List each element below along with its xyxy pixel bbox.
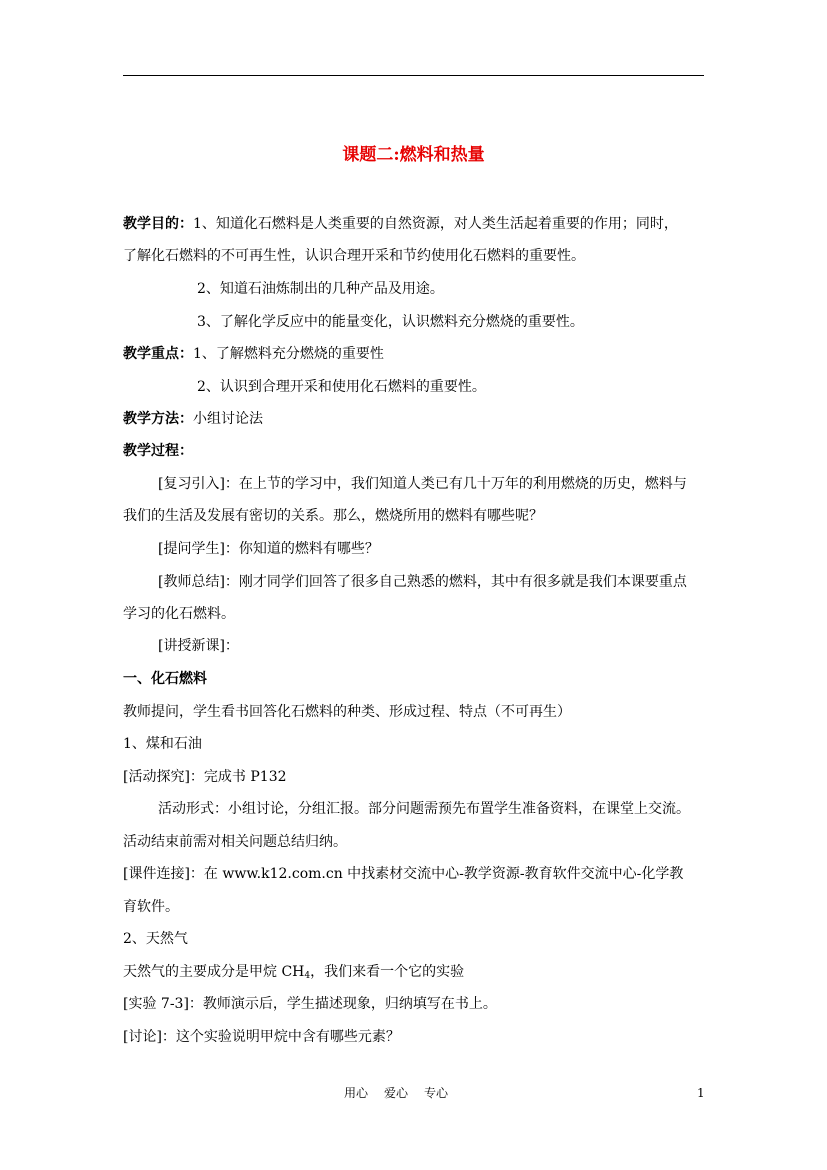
footer-motto-3: 专心 (424, 1086, 449, 1100)
activity-line: [活动探究]：完成书 P132 (123, 769, 287, 785)
objectives-line-3: 2、知道石油炼制出的几种产品及用途。 (197, 281, 444, 297)
gas-text-before: 天然气的主要成分是甲烷 CH (123, 964, 305, 980)
method-text: 小组讨论法 (193, 411, 263, 427)
ask-line: [提问学生]：你知道的燃料有哪些？ (158, 541, 379, 557)
review-line-1: [复习引入]：在上节的学习中，我们知道人类已有几十万年的利用燃烧的历史，燃料与 (158, 476, 687, 492)
objectives-label: 教学目的： (123, 216, 193, 232)
footer-motto (344, 1084, 448, 1102)
gas-text-line (123, 962, 464, 982)
method-label: 教学方法： (123, 411, 193, 427)
gas-text-after: ，我们来看一个它的实验 (310, 964, 465, 980)
page-title: 课题二:燃料和热量 (342, 145, 485, 165)
objectives-line-4: 3、了解化学反应中的能量变化，认识燃料充分燃烧的重要性。 (197, 314, 584, 330)
objectives-text-1: 1、知道化石燃料是人类重要的自然资源，对人类生活起着重要的作用；同时， (193, 216, 678, 232)
courseware-line-1: [课件连接]：在 www.k12.com.cn 中找素材交流中心-教学资源-教育软件交流中心-化学教 (123, 866, 684, 882)
section-heading: 一、化石燃料 (123, 671, 207, 687)
footer-motto-2: 爱心 (384, 1086, 409, 1100)
form-line-2: 活动结束前需对相关问题总结归纳。 (123, 834, 347, 850)
discussion-line: [讨论]：这个实验说明甲烷中含有哪些元素？ (123, 1029, 400, 1045)
objectives-line-1 (123, 214, 678, 234)
review-line-2: 我们的生活及发展有密切的关系。那么，燃烧所用的燃料有哪些呢？ (123, 508, 543, 524)
process-label: 教学过程： (123, 443, 193, 459)
summary-line-1: [教师总结]：刚才同学们回答了很多自己熟悉的燃料，其中有很多就是我们本课要重点 (158, 574, 687, 590)
new-lesson-line: [讲授新课]： (158, 638, 239, 654)
header-rule (123, 75, 704, 76)
courseware-line-2: 育软件。 (123, 899, 179, 915)
objectives-line-2: 了解化石燃料的不可再生性，认识合理开采和节约使用化石燃料的重要性。 (123, 248, 585, 264)
form-line-1: 活动形式：小组讨论，分组汇报。部分问题需预先布置学生准备资料，在课堂上交流。 (158, 801, 690, 817)
summary-line-2: 学习的化石燃料。 (123, 606, 235, 622)
key-points-line-1 (123, 344, 384, 364)
teacher-question-line: 教师提问，学生看书回答化石燃料的种类、形成过程、特点（不可再生） (123, 704, 571, 720)
page-number: 1 (697, 1086, 705, 1100)
method-line (123, 409, 263, 429)
gas-text-subscript: 4 (304, 971, 311, 981)
subsection-coal-oil: 1、煤和石油 (123, 736, 202, 752)
footer-motto-1: 用心 (344, 1086, 369, 1100)
key-points-line-2: 2、认识到合理开采和使用化石燃料的重要性。 (197, 379, 486, 395)
subsection-natural-gas: 2、天然气 (123, 931, 188, 947)
key-points-text-1: 1、了解燃料充分燃烧的重要性 (193, 346, 384, 362)
experiment-line: [实验 7-3]：教师演示后，学生描述现象，归纳填写在书上。 (123, 996, 497, 1012)
key-points-label: 教学重点： (123, 346, 193, 362)
